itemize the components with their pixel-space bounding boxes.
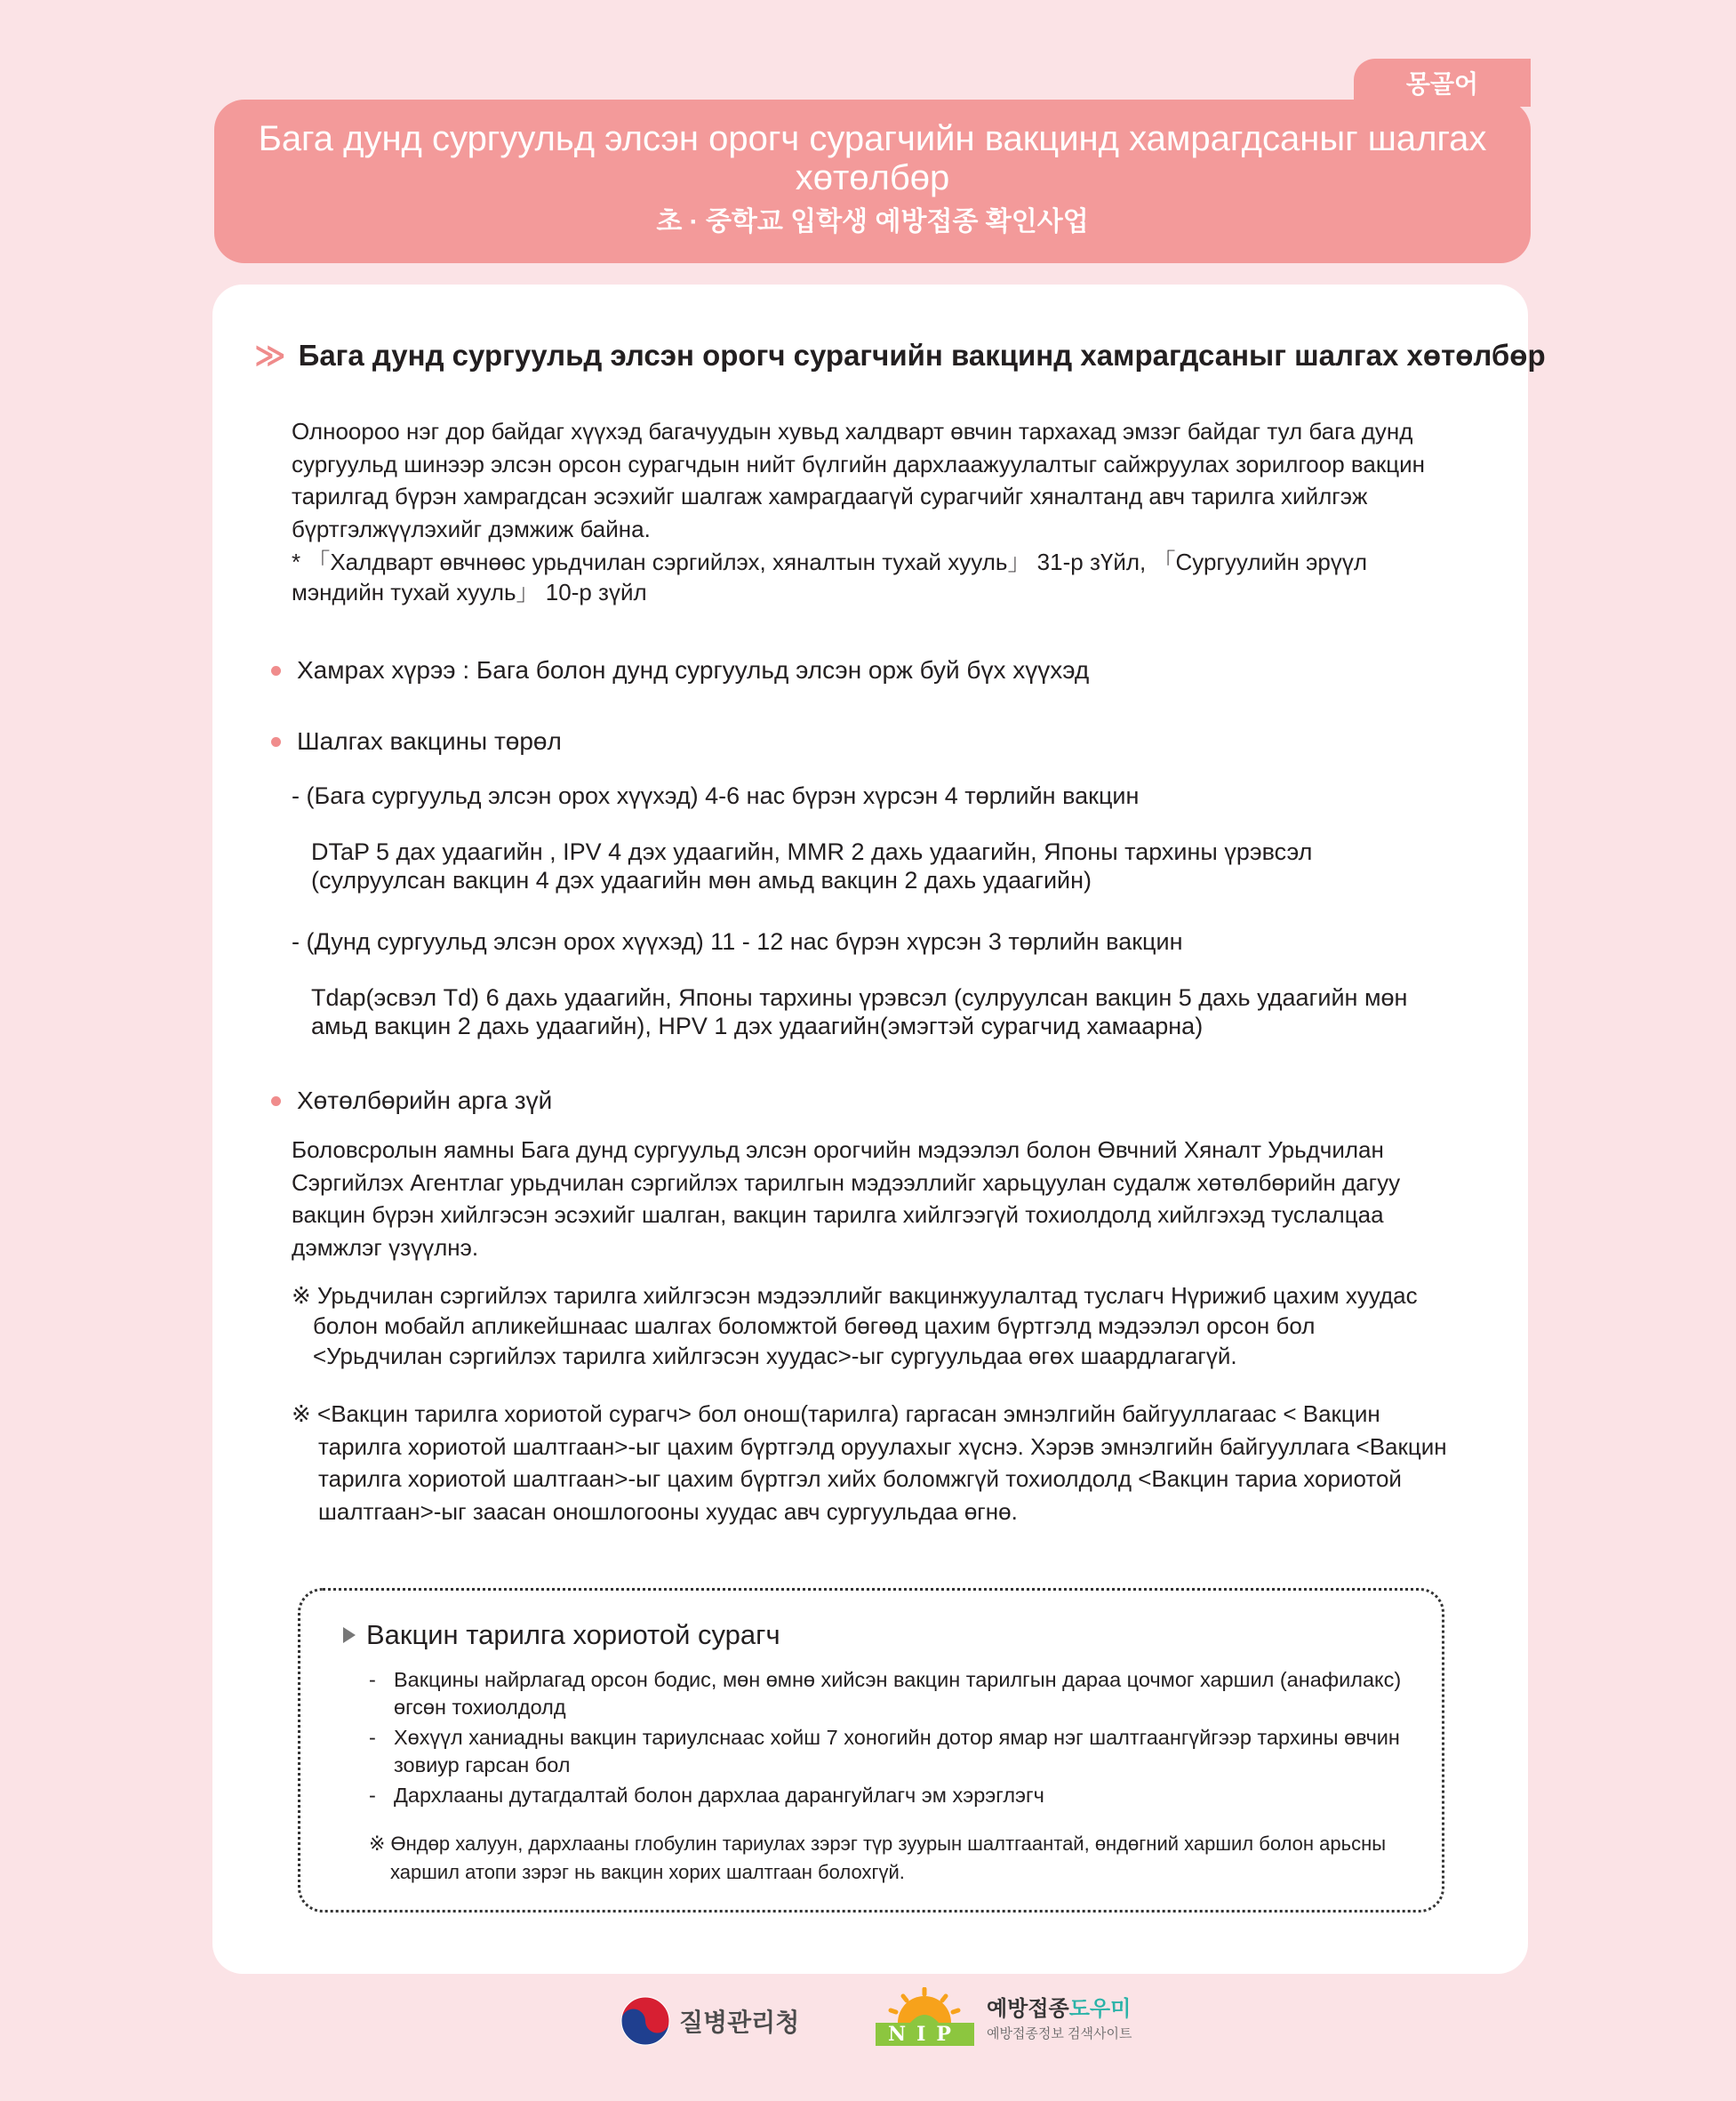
method-paragraph: Боловсролын яамны Бага дунд сургуульд элсэн орогчийн мэдээлэл болон Өвчний Хяналт Урьдчилан Сэргийлэх Агентлаг урьдчилан сэргийлэх тарилгын мэдээллийг харьцуулан судалж хөтөлбөрийн дагуу вакцин бүрэн хийлгэсэн эсэхийг шалган, вакцин тарилга хийлгээгүй тохиолдолд хийлгэхэд туслалцаа дэмжлэг үзүүлнэ. xyxy=(292,1136,1401,1261)
dash-marker: - xyxy=(369,1726,376,1749)
nip-logo xyxy=(876,1987,1132,2046)
list-item-text: Дархлааны дутагдалтай болон дархлаа дарангуйлагч эм хэрэглэгч xyxy=(394,1784,1044,1807)
method-note-2: ※ <Вакцин тарилга хориотой сурагч> бол онош(тарилга) гаргасан эмнэлгийн байгууллагаас < Вакцин тарилга хориотой шалтгаан>-ыг цахим бүртгэлд оруулахыг хүснэ. Хэрэв эмнэлгийн байгууллага <Вакцин тарилга хориотой шалтгаан>-ыг цахим бүртгэл хийх боломжгүй тохиолдолд <Вакцин тариа хориотой шалтгаан>-ыг заасан оношлогооны хуудас авч сургуульдаа өгнө. xyxy=(292,1400,1447,1525)
nip-title-b: 도우미 xyxy=(1068,1997,1132,2021)
triangle-right-icon xyxy=(343,1627,356,1643)
vaccine-types-title: Шалгах вакцины төрөл xyxy=(297,727,562,755)
scope-item xyxy=(271,656,1089,685)
bullet-dot-icon xyxy=(271,1096,281,1106)
elementary-vaccines: DTaP 5 дах удаагийн , IPV 4 дэх удаагийн, MMR 2 дахь удаагийн, Японы тархины үрэвсэл (сулруулсан вакцин 4 дэх удаагийн мөн амьд вакцин 2 дахь удаагийн) xyxy=(311,838,1313,894)
middle-label: - (Дунд сургуульд элсэн орох хүүхэд) 11 - 12 нас бүрэн хүрсэн 3 төрлийн вакцин xyxy=(292,928,1183,955)
kdca-logo xyxy=(620,1996,799,2046)
section-heading xyxy=(254,338,1546,373)
elementary-label: - (Бага сургуульд элсэн орох хүүхэд) 4-6 нас бүрэн хүрсэн 4 төрлийн вакцин xyxy=(292,782,1140,809)
nip-text-block xyxy=(987,1991,1132,2042)
title-banner xyxy=(214,100,1531,263)
scope-text: Хамрах хүрээ : Бага болон дунд сургуульд элсэн орж буй бүх хүүхэд xyxy=(297,656,1090,684)
dash-marker: - xyxy=(369,1784,376,1807)
nip-title-a: 예방접종 xyxy=(986,1997,1069,2021)
box-list xyxy=(369,1666,1418,1809)
nip-title xyxy=(987,1991,1132,2022)
nip-text: NIP xyxy=(876,2023,974,2046)
method-title: Хөтөлбөрийн арга зүй xyxy=(297,1087,553,1114)
nip-subtitle: 예방접종정보 검색사이트 xyxy=(986,2026,1132,2041)
list-item xyxy=(369,1666,1418,1721)
box-heading xyxy=(343,1619,780,1651)
dash-marker: - xyxy=(369,1668,376,1691)
list-item xyxy=(369,1782,1418,1809)
list-item xyxy=(369,1724,1418,1779)
nip-mark xyxy=(876,1987,974,2046)
method-note-1: ※ Урьдчилан сэргийлэх тарилга хийлгэсэн мэдээллийг вакцинжуулалтад туслагч Нүрижиб цахим хуудас болон мобайл апликейшнаас шалгах боломжтой бөгөөд цахим бүртгэлд мэдээлэл орсон бол <Урьдчилан сэргийлэх тарилга хийлгэсэн хуудас>-ыг сургуульдаа өгөх шаардлагагүй. xyxy=(292,1282,1418,1369)
law-note: * 「Халдварт өвчнөөс урьдчилан сэргийлэх, хяналтын тухай хууль」 31-р зҮйл, 「Сургуулийн эрүүл мэндийн тухай хууль」 10-р зүйл xyxy=(292,549,1368,605)
box-note: ※ Өндөр халуун, дархлааны глобулин тариулах зэрэг түр зуурын шалтгаантай, өндөгний харшил болон арьсны харшил атопи зэрэг нь вакцин хорих шалтгаан болохгүй. xyxy=(369,1832,1387,1883)
list-item-text: Хөхүүл ханиадны вакцин тариулснаас хойш 7 хоногийн дотор ямар нэг шалтгаангүйгээр тархины өвчин зовиур гарсан бол xyxy=(394,1726,1400,1776)
middle-vaccines: Tdap(эсвэл Td) 6 дахь удаагийн, Японы тархины үрэвсэл (сулруулсан вакцин 5 дахь удаагийн мөн амьд вакцин 2 дахь удаагийн), HPV 1 дэх удаагийн(эмэгтэй сурагчид хамаарна) xyxy=(311,984,1408,1039)
language-tag: 몽골어 xyxy=(1354,59,1531,107)
section-title: Бага дунд сургуульд элсэн орогч сурагчийн вакцинд хамрагдсаныг шалгах хөтөлбөр xyxy=(298,339,1546,372)
vaccine-types-heading xyxy=(271,727,562,756)
bullet-dot-icon xyxy=(271,737,281,747)
list-item-text: Вакцины найрлагад орсон бодис, мөн өмнө хийсэн вакцин тарилгын дараа цочмог харшил (анафилакс) өгсөн тохиолдолд xyxy=(394,1668,1402,1719)
box-title: Вакцин тарилга хориотой сурагч xyxy=(366,1619,780,1650)
taegeuk-icon xyxy=(620,1996,670,2046)
kdca-name: 질병관리청 xyxy=(679,2009,800,2036)
method-heading xyxy=(271,1087,552,1115)
sun-icon xyxy=(884,1987,965,2023)
bullet-dot-icon xyxy=(271,666,281,676)
page-subtitle: 초 · 중학교 입학생 예방접종 확인사업 xyxy=(656,207,1089,237)
double-chevron-icon: ≫ xyxy=(254,339,286,373)
nip-letters xyxy=(876,2023,974,2046)
intro-paragraph: Олноороо нэг дор байдаг хүүхэд багачуудын хувьд халдварт өвчин тархахад эмзэг байдаг тул бага дунд сургуульд шинээр элсэн орсон сурагчдын нийт бүлгийн дархлаажуулалтыг сайжруулах зорилгоор вакцин тарилгад бүрэн хамрагдсан эсэхийг шалгаж хамрагдаагүй сурагчийг хяналтанд авч тарилга хийлгэж бүртгэлжүүлэхийг дэмжиж байна. xyxy=(292,418,1426,542)
page-title: Бага дунд сургуульд элсэн орогч сурагчийн вакцинд хамрагдсаныг шалгах хөтөлбөр xyxy=(258,119,1487,197)
